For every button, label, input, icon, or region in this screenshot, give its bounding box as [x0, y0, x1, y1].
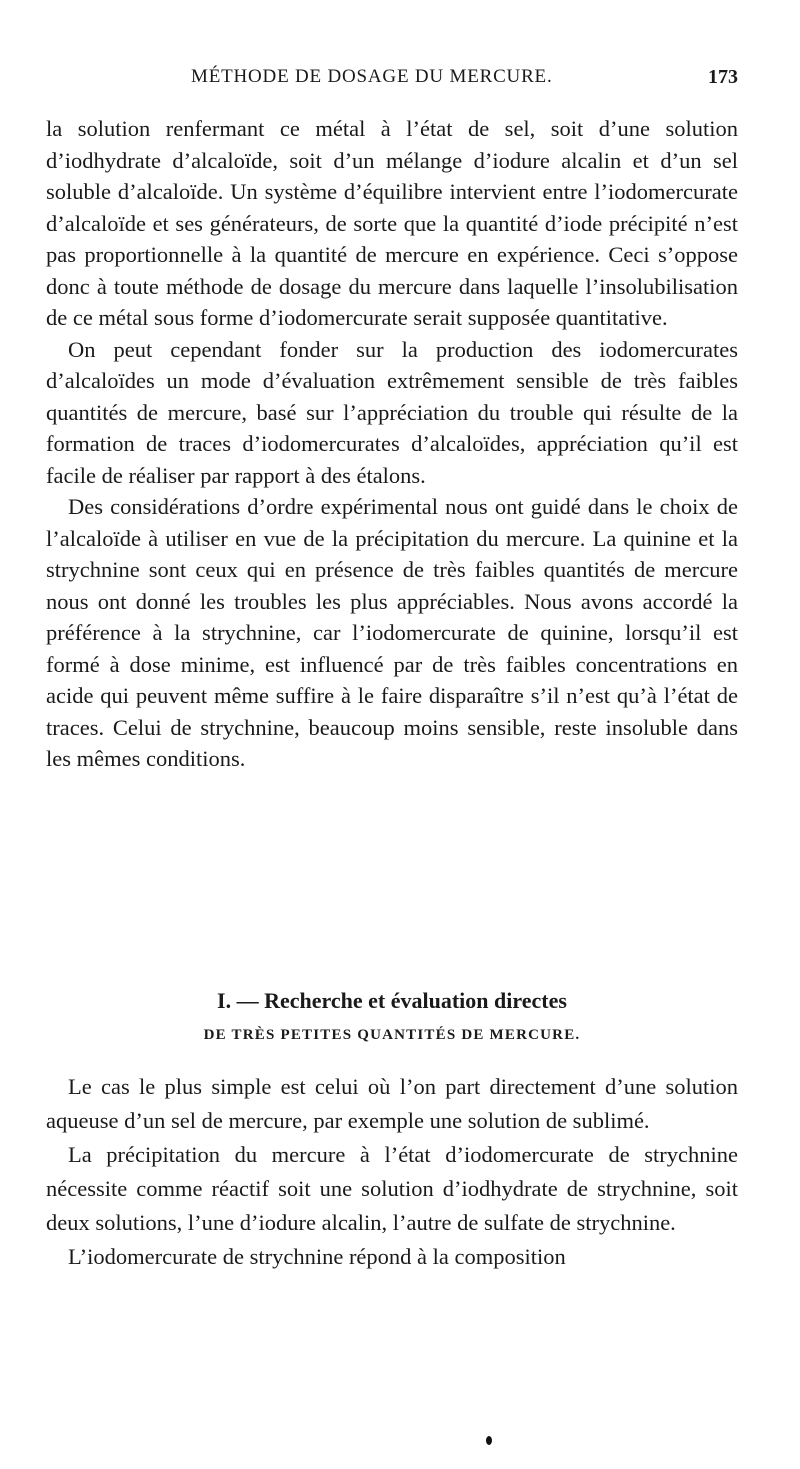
section-heading — [46, 985, 738, 1051]
ink-speck — [486, 1436, 492, 1445]
paragraph: Des considérations d’ordre expérimental nous ont guidé dans le choix de l’alcaloïde à utiliser en vue de la précipitation du mercure. La quinine et la strychnine sont ceux qui en présence de très faibles quantités de mercure nous ont donné les troubles les plus appréciables. Nous avons accordé la préférence à la strychnine, car l’iodomercurate de quinine, lorsqu’il est formé à dose minime, est influencé par de très faibles concentrations en acide qui peuvent même suffire à le faire disparaître s’il n’est qu’à l’état de traces. Celui de strychnine, beaucoup moins sensible, reste insoluble dans les mêmes conditions. — [46, 494, 738, 771]
page-header — [46, 66, 738, 106]
paragraph: Le cas le plus simple est celui où l’on part directement d’une solution aqueuse d’un sel de mercure, par exemple une solution de sublimé. — [46, 1074, 738, 1133]
running-title: MÉTHODE DE DOSAGE DU MERCURE. — [191, 66, 553, 87]
paragraph: La précipitation du mercure à l’état d’iodomercurate de strychnine nécessite comme réactif soit une solution d’iodhydrate de strychnine, soit deux solutions, l’une d’iodure alcalin, l’autre de sulfate de strychnine. — [46, 1142, 738, 1235]
body-text — [46, 113, 738, 775]
page-number: 173 — [708, 66, 738, 88]
paragraph: L’iodomercurate de strychnine répond à la composition — [68, 1244, 566, 1269]
paragraph: On peut cependant fonder sur la production des iodomercurates d’alcaloïdes un mode d’évaluation extrêmement sensible de très faibles quantités de mercure, basé sur l’appréciation du trouble qui résulte de la formation de traces d’iodomercurates d’alcaloïdes, appréciation qu’il est facile de réaliser par rapport à des étalons. — [46, 336, 738, 488]
section-heading-line-2: DE TRÈS PETITES QUANTITÉS DE MERCURE. — [203, 1027, 581, 1043]
paragraph-continued: la solution renfermant ce métal à l’état de sel, soit d’une solution d’iodhydrate d’alcaloïde, soit d’un mélange d’iodure alcalin et d’un sel soluble d’alcaloïde. Un système d’équilibre intervient entre l’iodomercurate d’alcaloïde et ses générateurs, de sorte que la quantité d’iode précipité n’est pas proportionnelle à la quantité de mercure en expérience. Ceci s’oppose donc à toute méthode de dosage du mercure dans laquelle l’insolubilisation de ce métal sous forme d’iodomercurate serait supposée quantitative. — [46, 116, 738, 330]
section-heading-line-1: I. — Recherche et évaluation directes — [217, 988, 567, 1013]
section-body-text — [46, 1070, 738, 1274]
